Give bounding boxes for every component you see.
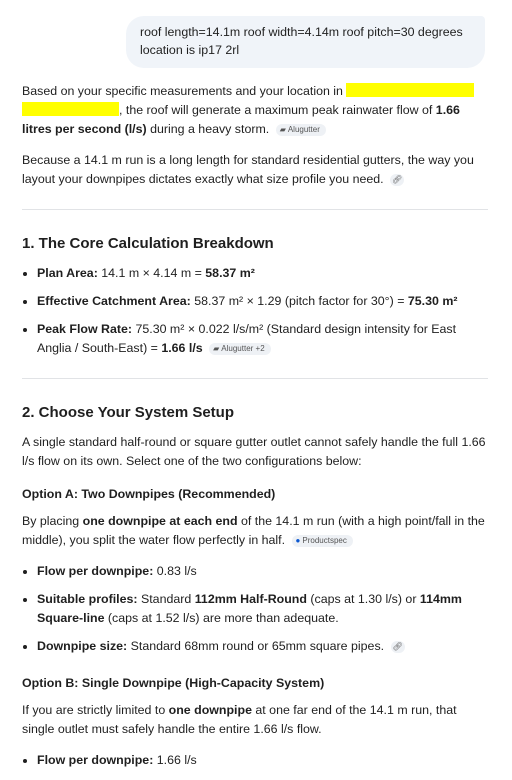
item-text: 1.66 l/s xyxy=(153,753,197,767)
list-item xyxy=(37,637,488,656)
divider xyxy=(22,209,488,210)
source-favicon-icon: ▰ xyxy=(213,344,220,353)
calculation-list xyxy=(22,264,488,358)
item-label: Flow per downpipe: xyxy=(37,753,154,767)
option-heading: Option B: Single Downpipe (High-Capacity System) xyxy=(22,676,325,690)
option-paragraph xyxy=(22,512,488,550)
intro-text: during a heavy storm. xyxy=(146,122,270,136)
item-text: 14.1 m × 4.14 m = xyxy=(97,266,206,280)
item-label: Plan Area: xyxy=(37,266,98,280)
item-bold: 112mm Half-Round xyxy=(194,592,307,606)
intro-text: Because a 14.1 m run is a long length for standard residential gutters, the way you layout your downpipes dictates exactly what size profile you need. xyxy=(22,153,474,186)
peak-flow-value: 1.66 litres per second (l/s) xyxy=(22,103,460,136)
source-favicon-icon: ▰ xyxy=(279,125,286,134)
user-message-bubble xyxy=(126,16,485,68)
item-text: 58.37 m² × 1.29 (pitch factor for 30°) = xyxy=(190,294,408,308)
source-chip[interactable] xyxy=(276,124,326,136)
item-label: Flow per downpipe: xyxy=(37,564,154,578)
item-label: Peak Flow Rate: xyxy=(37,322,133,336)
section-heading: 2. Choose Your System Setup xyxy=(22,404,234,421)
item-text: (caps at 1.30 l/s) or xyxy=(306,592,420,606)
user-message-line: roof length=14.1m roof width=4.14m roof pitch=30 degrees xyxy=(140,25,463,39)
source-chip[interactable] xyxy=(292,535,353,547)
link-icon[interactable]: 🔗︎ xyxy=(392,642,403,651)
list-item xyxy=(37,562,488,581)
list-item xyxy=(37,751,488,770)
item-text: Standard 68mm round or 65mm square pipes. xyxy=(127,639,385,653)
item-label: Effective Catchment Area: xyxy=(37,294,191,308)
section-heading: 1. The Core Calculation Breakdown xyxy=(22,235,274,252)
item-label: Downpipe size: xyxy=(37,639,128,653)
source-favicon-icon: ● xyxy=(295,536,301,545)
list-item xyxy=(37,320,488,358)
option-text: If you are strictly limited to xyxy=(22,703,169,717)
option-text: at one far end of the 14.1 m run, that single outlet must safely handle the entire 1.66 l/s flow. xyxy=(22,703,457,736)
option-a-list xyxy=(22,562,488,656)
option-heading: Option A: Two Downpipes (Recommended) xyxy=(22,487,276,501)
list-item xyxy=(37,590,488,628)
list-item xyxy=(37,264,488,283)
item-text: 0.83 l/s xyxy=(153,564,197,578)
item-text: Standard xyxy=(137,592,195,606)
list-item xyxy=(37,292,488,311)
option-b-list xyxy=(22,751,488,770)
option-paragraph xyxy=(22,701,488,739)
option-text: By placing xyxy=(22,514,83,528)
source-chip-label: Alugutter +2 xyxy=(221,344,265,353)
source-chip-label: Alugutter xyxy=(287,125,320,134)
option-bold: one downpipe at each end xyxy=(82,514,238,528)
item-text: 75.30 m² × 0.022 l/s/m² (Standard design intensity for East Anglia / South-East) = xyxy=(37,322,457,355)
section-intro: A single standard half-round or square gutter outlet cannot safely handle the full 1.66 l/s flow on its own. Select one of the two configurations below: xyxy=(22,435,486,468)
item-text: (caps at 1.52 l/s) are more than adequate. xyxy=(104,611,339,625)
item-value: 58.37 m² xyxy=(205,266,255,280)
source-chip-label: Productspec xyxy=(302,536,347,545)
item-value: 75.30 m² xyxy=(407,294,458,308)
item-label: Suitable profiles: xyxy=(37,592,138,606)
redacted-location-highlight xyxy=(22,102,119,116)
redacted-location-highlight xyxy=(346,83,474,97)
intro-paragraph-2 xyxy=(22,151,488,189)
source-chip[interactable] xyxy=(209,343,271,355)
option-text: of the 14.1 m run (with a high point/fall in the middle), you split the water flow perfectly in half. xyxy=(22,514,485,547)
divider xyxy=(22,378,488,379)
intro-paragraph xyxy=(22,82,488,139)
item-value: 1.66 l/s xyxy=(161,341,203,355)
intro-text: Based on your specific measurements and your location in xyxy=(22,84,343,98)
option-bold: one downpipe xyxy=(168,703,252,717)
intro-text: , the roof will generate a maximum peak rainwater flow of xyxy=(119,103,436,117)
assistant-response xyxy=(22,82,488,780)
user-message-line: location is ip17 2rl xyxy=(140,43,240,57)
link-icon[interactable]: 🔗︎ xyxy=(391,175,403,184)
item-bold: 114mm Square-line xyxy=(37,592,462,625)
